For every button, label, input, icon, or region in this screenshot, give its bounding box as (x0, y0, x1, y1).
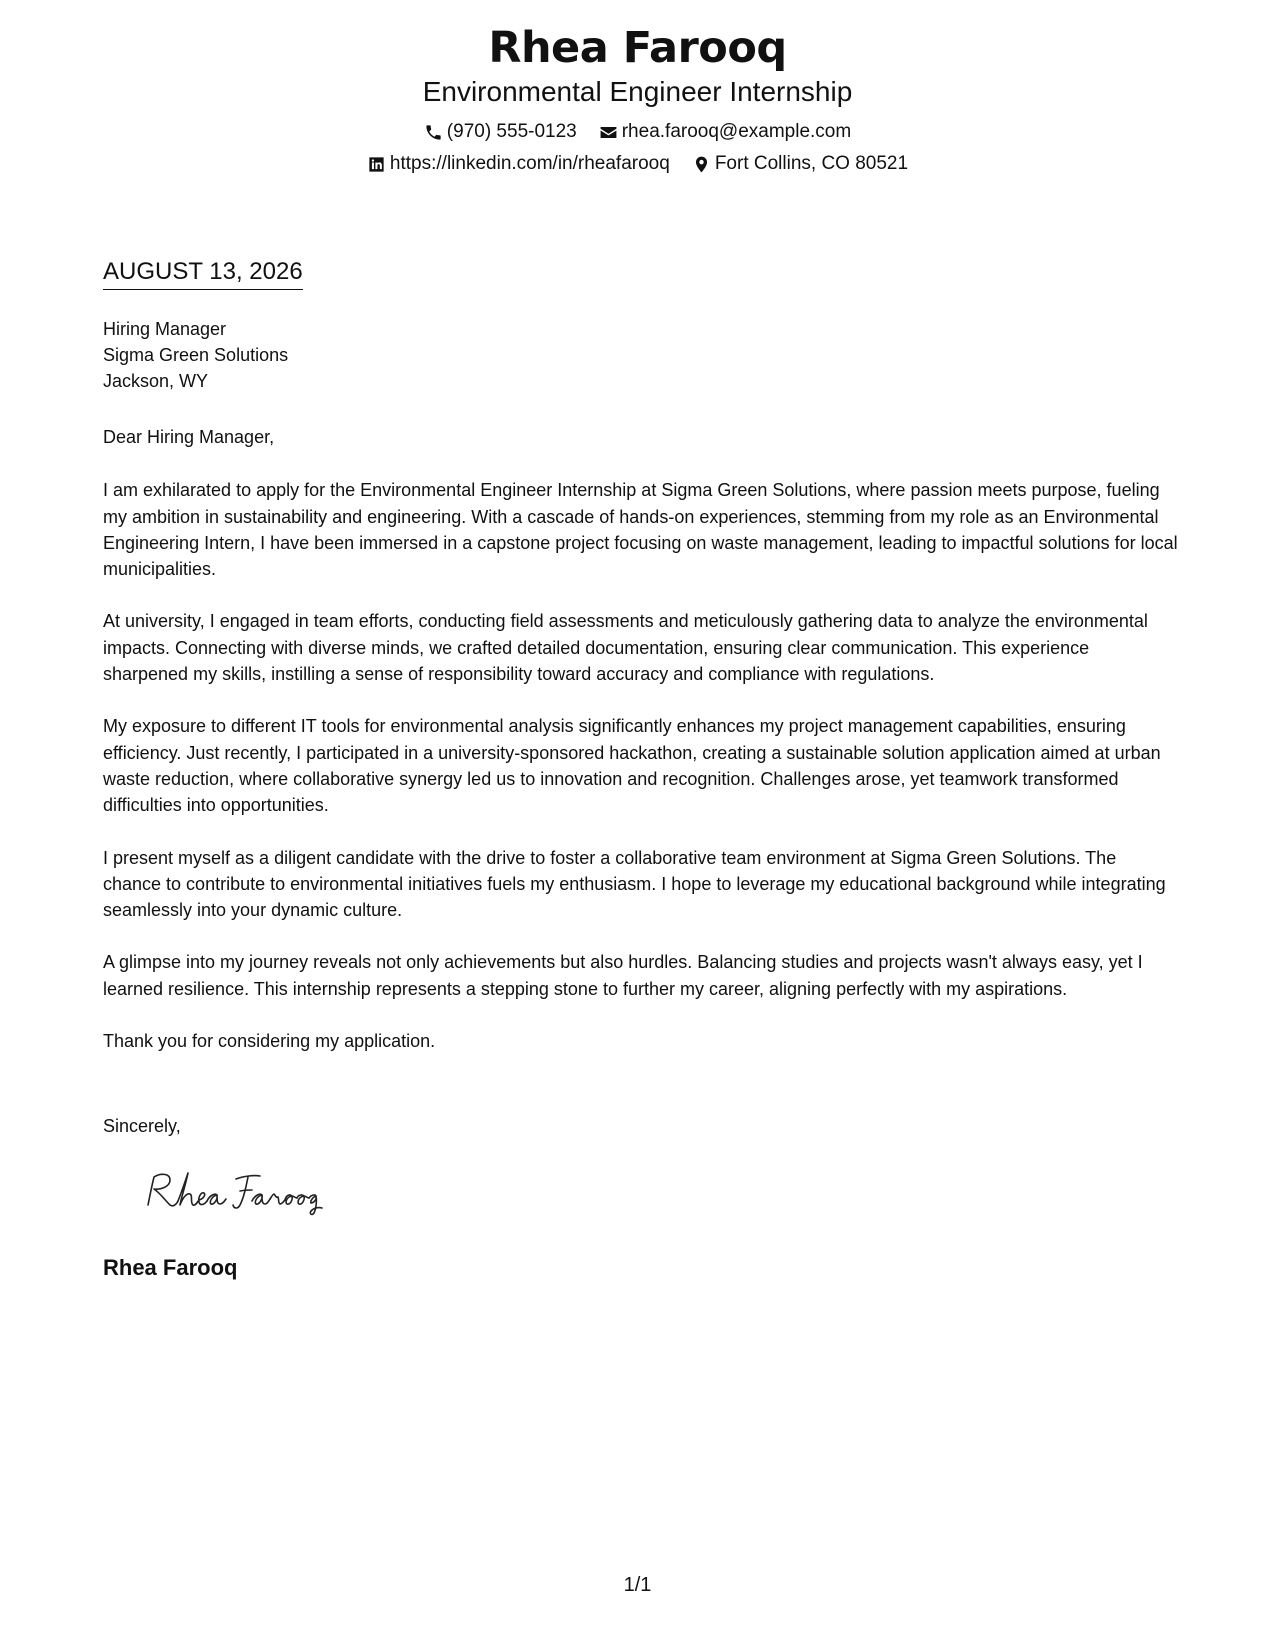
letter-body (103, 424, 1178, 1080)
applicant-name: Rhea Farooq (488, 23, 787, 73)
body-paragraph: Thank you for considering my application. (103, 1031, 436, 1052)
recipient-location: Jackson, WY (103, 371, 209, 391)
phone-icon (424, 123, 443, 142)
contact-phone (424, 120, 577, 144)
contact-linkedin[interactable] (367, 152, 670, 176)
location-text: Fort Collins, CO 80521 (714, 153, 909, 174)
linkedin-icon (367, 155, 386, 174)
linkedin-text[interactable]: https://linkedin.com/in/rheafarooq (389, 153, 670, 174)
recipient-block (103, 316, 288, 394)
contact-email[interactable] (599, 120, 851, 144)
body-paragraph: A glimpse into my journey reveals not only achievements but also hurdles. Balancing studies and projects wasn't always easy, yet I learned resilience. This internship represents a stepping stone to further my career, aligning perfectly with my aspirations. (103, 952, 1143, 999)
closing: Sincerely, (103, 1116, 181, 1136)
body-paragraph: I am exhilarated to apply for the Environmental Engineer Internship at Sigma Green Solutions, where passion meets purpose, fueling my ambition in sustainability and engineering. With a cascade of hands-on experiences, stemming from my role as an Environmental Engineering Intern, I have been immersed in a capstone project focusing on waste management, leading to impactful solutions for local municipalities. (103, 480, 1178, 580)
body-paragraph: I present myself as a diligent candidate with the drive to foster a collaborative team environment at Sigma Green Solutions. The chance to contribute to environmental initiatives fuels my enthusiasm. I hope to leverage my educational background while integrating seamlessly into your dynamic culture. (103, 847, 1166, 921)
body-paragraph: At university, I engaged in team efforts, conducting field assessments and meticulously gathering data to analyze the environmental impacts. Connecting with diverse minds, we crafted detailed documentation, ensuring clear communication. This experience sharpened my skills, instilling a sense of responsibility toward accuracy and compliance with regulations. (103, 611, 1148, 685)
body-paragraph: My exposure to different IT tools for environmental analysis significantly enhances my project management capabilities, ensuring efficiency. Just recently, I participated in a university-sponsored hackathon, creating a sustainable solution application aimed at urban waste reduction, where collaborative synergy led us to innovation and recognition. Challenges arose, yet teamwork transformed difficulties into opportunities. (103, 716, 1161, 816)
handwritten-signature (140, 1167, 330, 1217)
contact-location (692, 152, 908, 176)
envelope-icon (599, 123, 618, 142)
map-pin-icon (692, 155, 711, 174)
signer-name: Rhea Farooq (103, 1255, 238, 1280)
letter-header (0, 22, 1275, 176)
position-title: Environmental Engineer Internship (422, 76, 853, 107)
salutation: Dear Hiring Manager, (103, 427, 275, 447)
recipient-title: Hiring Manager (103, 319, 227, 339)
email-text[interactable]: rhea.farooq@example.com (621, 121, 852, 142)
contact-row-primary (0, 120, 1275, 144)
page-number: 1/1 (623, 1574, 652, 1596)
letter-date: AUGUST 13, 2026 (103, 257, 303, 290)
contact-row-secondary (0, 152, 1275, 176)
phone-text: (970) 555-0123 (446, 121, 577, 142)
recipient-company: Sigma Green Solutions (103, 345, 289, 365)
